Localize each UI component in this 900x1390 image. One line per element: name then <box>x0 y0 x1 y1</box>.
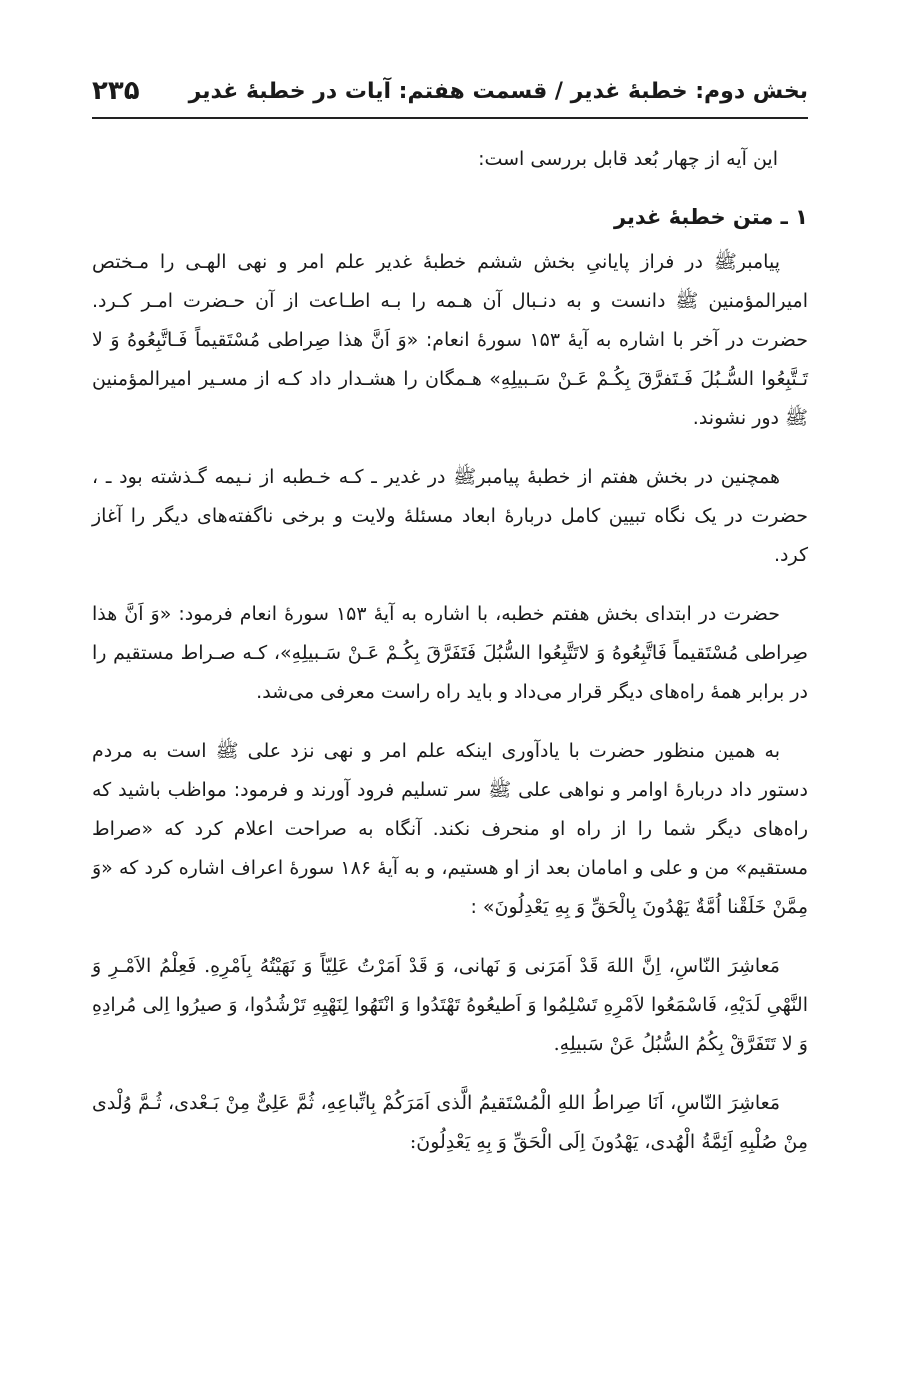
body-paragraph: حضرت در ابتدای بخش هفتم خطبه، با اشاره به آیۀ ۱۵۳ سورۀ انعام فرمود: «وَ اَنَّ هذا صِراطی مُسْتَقیماً فَاتَّبِعُوهُ وَ لاتَتَّبِعُوا السُّبُلَ فَتَفَرَّقَ بِکُـمْ عَـنْ سَـبیلِهِ»، کـه صـراط مستقیم را در برابر همۀ راه‌های دیگر قرار می‌داد و باید راه راست معرفی می‌شد. <box>92 603 808 703</box>
section-heading: ۱ ـ متن خطبۀ غدیر <box>613 205 808 229</box>
body-paragraph: همچنین در بخش هفتم از خطبۀ پیامبرﷺ در غدیر ـ کـه خـطبه از نـیمه گـذشته بود ـ ، حضرت در یک نگاه تبیین کامل دربارۀ ابعاد مسئلۀ ولایت و برخی ناگفته‌های دیگر را آغاز کرد. <box>92 466 808 566</box>
page-body <box>92 140 808 1182</box>
header-rule <box>92 117 808 119</box>
running-header <box>92 68 808 114</box>
sermon-quote-paragraph: مَعاشِرَ النّاسِ، اَنَا صِراطُ اللهِ الْمُسْتَقیمُ الَّذی اَمَرَکُمْ بِاتِّباعِهِ، ثُمَّ عَلِیٌّ مِنْ بَـعْدی، ثُـمَّ وُلْدی مِنْ صُلْبِهِ اَئِمَّةُ الْهُدی، یَهْدُونَ اِلَی الْحَقِّ وَ بِهِ یَعْدِلُونَ: <box>92 1092 808 1153</box>
body-paragraph: پیامبرﷺ در فراز پایانیِ بخش ششم خطبۀ غدیر علم امر و نهی الهـی را مـختص امیرالمؤمنین ﷺ دانست و به دنـبال آن هـمه را بـه اطـاعت از آن حـضرت امـر کـرد. حضرت در آخر با اشاره به آیۀ ۱۵۳ سورۀ انعام: «وَ اَنَّ هذا صِراطی مُسْتَقیماً فَـاتَّبِعُوهُ وَ لا تَـتَّبِعُوا السُّـبُلَ فَـتَفرَّقَ بِکُـمْ عَـنْ سَـبیلِهِ» هـمگان را هشـدار داد کـه از مسـیر امیرالمؤمنین ﷺ دور نشوند. <box>92 251 809 429</box>
intro-sentence: این آیه از چهار بُعد قابل بررسی است: <box>478 148 778 170</box>
running-header-title: بخش دوم: خطبۀ غدیر / قسمت هفتم: آیات در خطبۀ غدیر <box>188 78 808 104</box>
body-paragraph: به همین منظور حضرت با یادآوری اینکه علم امر و نهی نزد علی ﷺ است به مردم دستور داد دربارۀ اوامر و نواهی علی ﷺ سر تسلیم فرود آورند و فرمود: مواظب باشید که راه‌های دیگر شما را از راه او منحرف نکند. آنگاه به صراحت اعلام کرد که «صراط مستقیم» من و علی و امامان بعد از او هستیم، و به آیۀ ۱۸۶ سورۀ اعراف اشاره کرد که «وَ مِمَّنْ خَلَقْنا اُمَّةٌ یَهْدُونَ بِالْحَقِّ وَ بِهِ یَعْدِلُونَ» : <box>92 740 808 918</box>
sermon-quote-paragraph: مَعاشِرَ النّاسِ، اِنَّ اللهَ قَدْ اَمَرَنی وَ نَهانی، وَ قَدْ اَمَرْتُ عَلِیّاً وَ نَهَیْتُهُ بِاَمْرِهِ. فَعِلْمُ الاَمْـرِ وَ النَّهْیِ لَدَیْهِ، فَاسْمَعُوا لاَمْرِهِ تَسْلِمُوا وَ اَطیعُوهُ تَهْتَدُوا وَ انْتَهُوا لِنَهْیِهِ تَرْشُدُوا، وَ صیرُوا اِلی مُرادِهِ وَ لا تَتَفَرَّقْ بِکُمُ السُّبُلُ عَنْ سَبیلِهِ. <box>92 955 808 1055</box>
page-number: ۲۳۵ <box>92 76 140 106</box>
